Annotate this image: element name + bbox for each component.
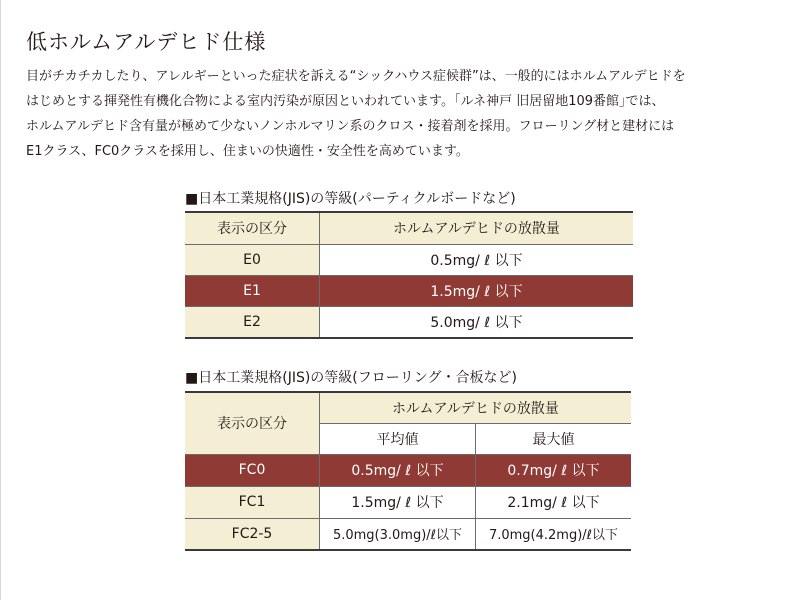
- intro-line: 目がチカチカしたり、アレルギーといった症状を訴える“シックハウス症候群”は、一般的にはホルムアルデヒドを: [26, 69, 686, 84]
- intro-line: ホルムアルデヒド含有量が極めて少ないノンホルマリン系のクロス・接着剤を採用。フローリング材と建材には: [26, 119, 675, 134]
- row-amount: 0.5mg/ ℓ 以下: [320, 244, 634, 275]
- table-row-highlighted: [185, 275, 633, 306]
- left-border-line: [0, 0, 1, 600]
- row-amount: 5.0mg/ ℓ 以下: [320, 306, 634, 338]
- table1-caption: ■日本工業規格(JIS)の等級(パーティクルボードなど): [185, 191, 516, 207]
- row-average: 5.0mg(3.0mg)/ℓ以下: [320, 518, 476, 550]
- row-class: FC0: [185, 454, 320, 486]
- row-amount: 1.5mg/ ℓ 以下: [320, 275, 634, 306]
- row-class: FC2-5: [185, 518, 320, 550]
- table-row-highlighted: [185, 454, 631, 486]
- table-header-row: [185, 392, 631, 423]
- row-maximum: 7.0mg(4.2mg)/ℓ以下: [476, 518, 632, 550]
- header-amount: ホルムアルデヒドの放散量: [320, 212, 634, 244]
- row-class: E2: [185, 306, 320, 338]
- row-maximum: 2.1mg/ ℓ 以下: [476, 486, 632, 518]
- header-maximum: 最大値: [476, 423, 632, 454]
- jis-flooring-table: [185, 391, 631, 551]
- header-amount: ホルムアルデヒドの放散量: [320, 392, 632, 423]
- row-class: FC1: [185, 486, 320, 518]
- jis-particleboard-table: [185, 211, 633, 339]
- table-row: [185, 244, 633, 275]
- table-row: [185, 306, 633, 338]
- table2-caption: ■日本工業規格(JIS)の等級(フローリング・合板など): [185, 370, 517, 386]
- header-class: 表示の区分: [185, 212, 320, 244]
- table-row: [185, 518, 631, 550]
- row-class: E0: [185, 244, 320, 275]
- header-average: 平均値: [320, 423, 476, 454]
- row-average: 1.5mg/ ℓ 以下: [320, 486, 476, 518]
- table-row: [185, 486, 631, 518]
- intro-line: はじめとする揮発性有機化合物による室内汚染が原因といわれています。｢ルネ神戸 旧居留地109番館｣では、: [26, 94, 665, 109]
- row-average: 0.5mg/ ℓ 以下: [320, 454, 476, 486]
- page-title: 低ホルムアルデヒド仕様: [26, 30, 267, 54]
- row-maximum: 0.7mg/ ℓ 以下: [476, 454, 632, 486]
- intro-paragraph: [26, 64, 786, 164]
- table-header-row: [185, 212, 633, 244]
- row-class: E1: [185, 275, 320, 306]
- header-class: 表示の区分: [185, 392, 320, 454]
- intro-line: E1クラス、FC0クラスを採用し、住まいの快適性・安全性を高めています。: [26, 144, 469, 159]
